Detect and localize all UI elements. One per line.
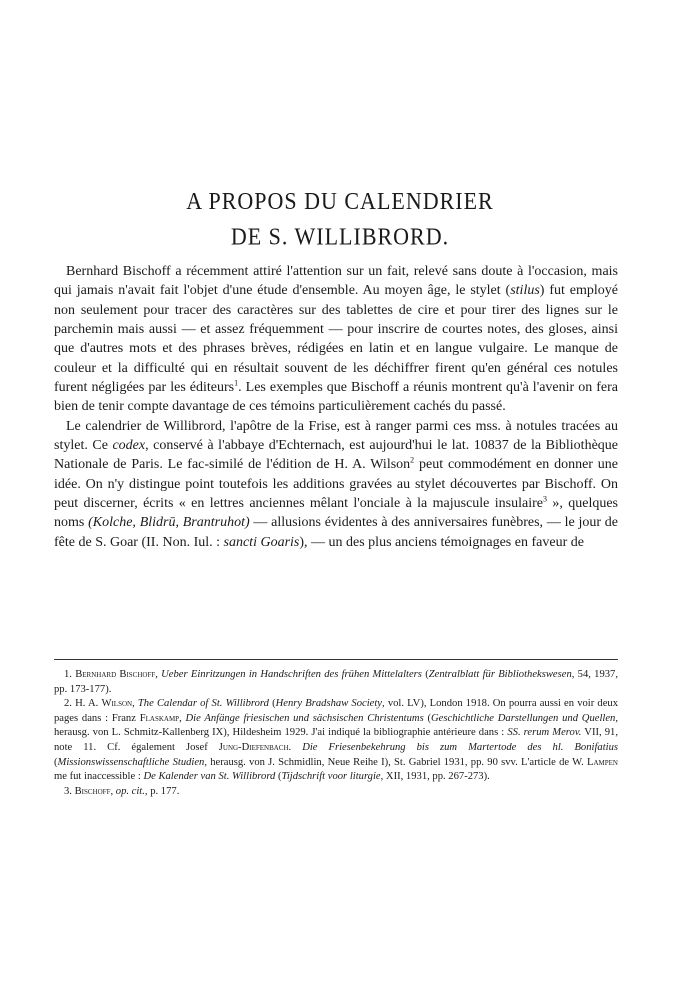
footnote-2: [54, 697, 618, 785]
text-run: . Les exemples que Bischoff a réunis montrent qu'à l'avenir on fera bien de tenir compte davantage de ces témoins particulièrement cachés du passé.: [54, 380, 618, 415]
footnote-number: 1.: [64, 669, 72, 680]
text-run: », quelques noms: [54, 496, 618, 531]
footnote-ref-2: 2: [410, 455, 415, 465]
text-run: , p. 177.: [144, 785, 180, 797]
text-run: (: [421, 669, 429, 680]
title-line-2: DE S. WILLIBRORD.: [230, 222, 450, 251]
footnote-series: SS. rerum Merov.: [507, 727, 582, 739]
footnote-divider: [54, 659, 618, 660]
italic-run: codex: [112, 438, 146, 454]
article-title: [0, 183, 680, 255]
text-run: (: [268, 698, 276, 710]
footnote-series: Geschichtliche Darstellungen und Quellen: [431, 712, 616, 724]
text-run: — allusions évidentes à des anniversaires funèbres, — le jour de fête de S. Goar (II. Non. Iul. :: [54, 515, 618, 550]
footnote-number: 3.: [64, 785, 72, 797]
footnote-ref-1: 1: [234, 378, 239, 388]
title-line-1: A PROPOS DU CALENDRIER: [186, 186, 494, 215]
text-run: Le calendrier de Willibrord, l'apôtre de la Frise, est à ranger parmi ces mss. à notules tracées au stylet. Ce: [54, 418, 618, 454]
footnote-journal: Zentralblatt für Bibliothekswesen: [428, 669, 572, 680]
text-run: (: [54, 756, 58, 768]
footnote-ref-3: 3: [542, 494, 547, 504]
text-run: ,: [110, 785, 116, 797]
text-run: ,: [155, 669, 162, 680]
text-run: , herausg. von L. Schmitz-Kallenberg IX), Hildesheim 1929. J'ai indiqué la bibliographie antérieure dans :: [54, 712, 618, 739]
footnote-author: Bischoff: [74, 785, 111, 797]
footnote-author: Bernhard Bischoff: [75, 669, 156, 680]
text-run: peut commodément en donner une idée. On n'y distingue point toutefois les additions gravées au stylet découvertes par Bischoff. On peut discerner, écrits « en lettres anciennes mêlant l'onciale à la majuscule insulaire: [54, 457, 619, 512]
text-run: ,: [179, 712, 186, 724]
footnotes: [54, 668, 618, 799]
footnote-1: [54, 668, 618, 697]
text-run: , XII, 1931, pp. 267-273).: [380, 771, 490, 783]
footnote-series: Henry Bradshaw Society: [275, 698, 383, 710]
footnote-work: Die Friesenbekehrung bis zum Martertode des hl. Bonifatius: [302, 741, 619, 753]
footnote-ref: op. cit.: [115, 785, 145, 797]
text-run: (: [423, 712, 432, 724]
footnote-work: Ueber Einritzungen in Handschriften des frühen Mittelalters: [161, 669, 422, 680]
text-run: , herausg. von J. Schmidlin, Neue Reihe I), St. Gabriel 1931, pp. 90 svv. L'article de W.: [204, 756, 588, 768]
text-run: ,: [132, 698, 138, 710]
footnote-number: 2.: [64, 698, 72, 710]
text-run: VII, 91, note 11. Cf. également Josef: [54, 727, 618, 753]
footnote-author: Flaskamp: [139, 712, 180, 724]
article-body: [54, 262, 618, 552]
footnote-author: Jung-Diefenbach: [218, 741, 289, 753]
footnote-work: De Kalender van St. Willibrord: [143, 771, 276, 783]
footnote-work: The Calendar of St. Willibrord: [137, 698, 269, 710]
footnote-series: Missionswissenschaftliche Studien: [57, 756, 205, 768]
footnote-author: Lampen: [587, 756, 618, 768]
italic-run: stilus: [510, 283, 540, 299]
text-run: , 54, 1937, pp. 173-177).: [54, 669, 618, 695]
text-run: ) fut employé non seulement pour tracer des caractères sur des tablettes de cire et pour tirer des lignes sur le parchemin mais aussi — et assez fréquemment — pour inscrire de courtes notes, des gloses, ainsi que d'autres mots et des phrases brèves, rédigées en latin et en langue vulgaire. Le manque de couleur et la difficulté qui en résultait souvent de les déchiffrer firent qu'en général ces notules furent négligées par les éditeurs: [54, 283, 618, 396]
italic-run: sancti Goaris: [223, 534, 300, 550]
text-run: .: [288, 741, 303, 753]
paragraph-1: [54, 262, 618, 417]
text-run: ), — un des plus anciens témoignages en faveur de: [299, 534, 584, 550]
paragraph-2: [54, 417, 618, 552]
footnote-series: Tijdschrift voor liturgie: [281, 771, 381, 783]
text-run: H. A.: [75, 698, 102, 710]
text-run: , vol. LV), London 1918. On pourra aussi en voir deux pages dans : Franz: [54, 698, 619, 724]
text-run: (: [275, 771, 282, 783]
text-run: , conservé à l'abbaye d'Echternach, est aujourd'hui le lat. 10837 de la Bibliothèque Nationale de Paris. Le fac-similé de l'édition de H. A. Wilson: [54, 438, 618, 473]
italic-run: (Kolche, Blidrū, Brantruhot): [88, 515, 250, 531]
footnote-work: Die Anfänge friesischen und sächsischen Christentums: [185, 712, 424, 724]
footnote-author: Wilson: [101, 698, 133, 710]
text-run: Bernhard Bischoff a récemment attiré l'attention sur un fait, relevé sans doute à l'occasion, mais qui jamais n'avait fait l'objet d'une étude d'ensemble. Au moyen âge, le stylet (: [54, 264, 618, 299]
footnote-3: [54, 785, 618, 800]
text-run: me fut inaccessible :: [54, 771, 144, 783]
